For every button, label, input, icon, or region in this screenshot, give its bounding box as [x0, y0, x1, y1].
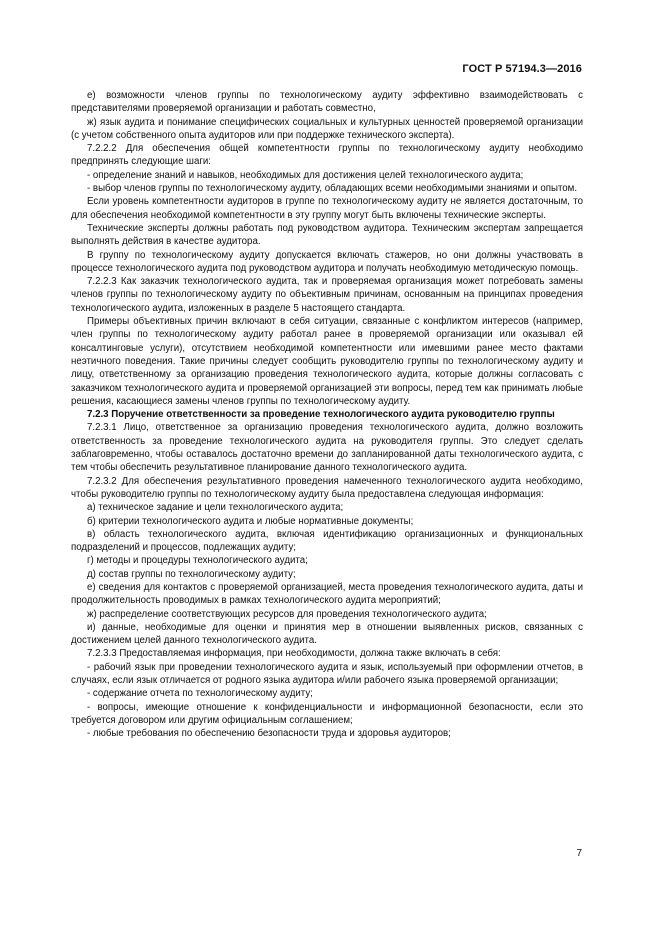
- paragraph: 7.2.2.2 Для обеспечения общей компетентности группы по технологическому аудиту необходимо предпринять следующие шаги:: [71, 143, 583, 168]
- list-item: - определение знаний и навыков, необходимых для достижения целей технологического аудита;: [87, 169, 524, 181]
- page-number: 7: [576, 848, 582, 859]
- paragraph: 7.2.3.2 Для обеспечения результативного проведения намеченного технологического аудита необходимо, чтобы руководителю группы по технологическому аудиту была предоставлена следующая информация:: [71, 475, 583, 500]
- list-item: и) данные, необходимые для оценки и принятия мер в отношении выявленных рисков, связанных с достижением целей данного технологического аудита.: [71, 621, 583, 647]
- list-item: е) сведения для контактов с проверяемой организацией, места проведения технологического аудита, даты и продолжительность проводимых в рамках технологического аудита мероприятий;: [71, 581, 583, 607]
- list-item: а) техническое задание и цели технологического аудита;: [87, 502, 344, 514]
- section-heading: 7.2.3 Поручение ответственности за проведение технологического аудита руководителю группы: [87, 409, 555, 421]
- list-item: ж) распределение соответствующих ресурсов для проведения технологического аудита;: [87, 608, 487, 620]
- paragraph: В группу по технологическому аудиту допускается включать стажеров, но они должны участвовать в процессе технологического аудита под руководством аудитора и получать необходимую методическую помощь.: [71, 249, 583, 274]
- list-item: г) методы и процедуры технологического аудита;: [87, 555, 308, 567]
- document-code-header: ГОСТ Р 57194.3—2016: [462, 63, 582, 75]
- list-item: - выбор членов группы по технологическому аудиту, обладающих всеми необходимыми знаниями и опытом.: [87, 183, 578, 195]
- paragraph: 7.2.3.1 Лицо, ответственное за организацию проведения технологического аудита, должно возложить ответственность за проведение технологического аудита на руководителя группы. Это следует сделать заблаговременно, чтобы оставалось достаточно времени до запланированной даты технологического аудита, с тем чтобы обеспечить результативное планирование данного технологического аудита.: [71, 422, 583, 474]
- list-item: - содержание отчета по технологическому аудиту;: [87, 688, 313, 700]
- document-body: [71, 89, 583, 741]
- paragraph: ж) язык аудита и понимание специфических социальных и культурных ценностей проверяемой организации (с учетом собственного опыта аудиторов или при поддержке технического эксперта).: [71, 116, 583, 141]
- list-item: д) состав группы по технологическому аудиту;: [87, 568, 296, 580]
- paragraph: Технические эксперты должны работать под руководством аудитора. Техническим экспертам запрещается выполнять действия в качестве аудитора.: [71, 222, 583, 248]
- list-item: в) область технологического аудита, включая идентификацию организационных и функциональных подразделений и процессов, подлежащих аудиту;: [71, 528, 583, 554]
- paragraph: Примеры объективных причин включают в себя ситуации, связанные с конфликтом интересов (например, член группы по технологическому аудиту работал ранее в проверяемой организации или оказывал ей консалтинговые услуги), отсутствием необходимой компетентности или имевшими ранее место фактами неэтичного поведения. Такие причины следует сообщить руководителю группы по технологическому аудиту и лицу, ответственному за организацию проведения технологического аудита, которые должны согласовать с заказчиком технологического аудита и проверяемой организацией эти вопросы, перед тем как принимать любые решения, касающиеся замены членов группы по технологическому аудиту.: [71, 316, 583, 407]
- paragraph: Если уровень компетентности аудиторов в группе по технологическому аудиту не является достаточным, то для обеспечения необходимой компетентности в эту группу могут быть включены технические эксперты.: [71, 196, 583, 221]
- paragraph: е) возможности членов группы по технологическому аудиту эффективно взаимодействовать с представителями проверяемой организации и работать совместно,: [71, 90, 583, 115]
- list-item: б) критерии технологического аудита и любые нормативные документы;: [87, 515, 414, 527]
- list-item: - любые требования по обеспечению безопасности труда и здоровья аудиторов;: [87, 728, 451, 740]
- list-item: - рабочий язык при проведении технологического аудита и язык, используемый при оформлении отчетов, в случаях, если язык отличается от родного языка аудитора и/или рабочего языка проверяемой организации;: [71, 661, 583, 687]
- list-item: - вопросы, имеющие отношение к конфиденциальности и информационной безопасности, если это требуется договором или другим официальным соглашением;: [71, 701, 583, 726]
- paragraph: 7.2.2.3 Как заказчик технологического аудита, так и проверяемая организация может потребовать замены членов группы по технологическому аудиту по объективным причинам, основанным на принципах проведения технологического аудита, изложенных в разделе 5 настоящего стандарта.: [71, 276, 583, 314]
- paragraph: 7.2.3.3 Предоставляемая информация, при необходимости, должна также включать в себя:: [87, 648, 501, 660]
